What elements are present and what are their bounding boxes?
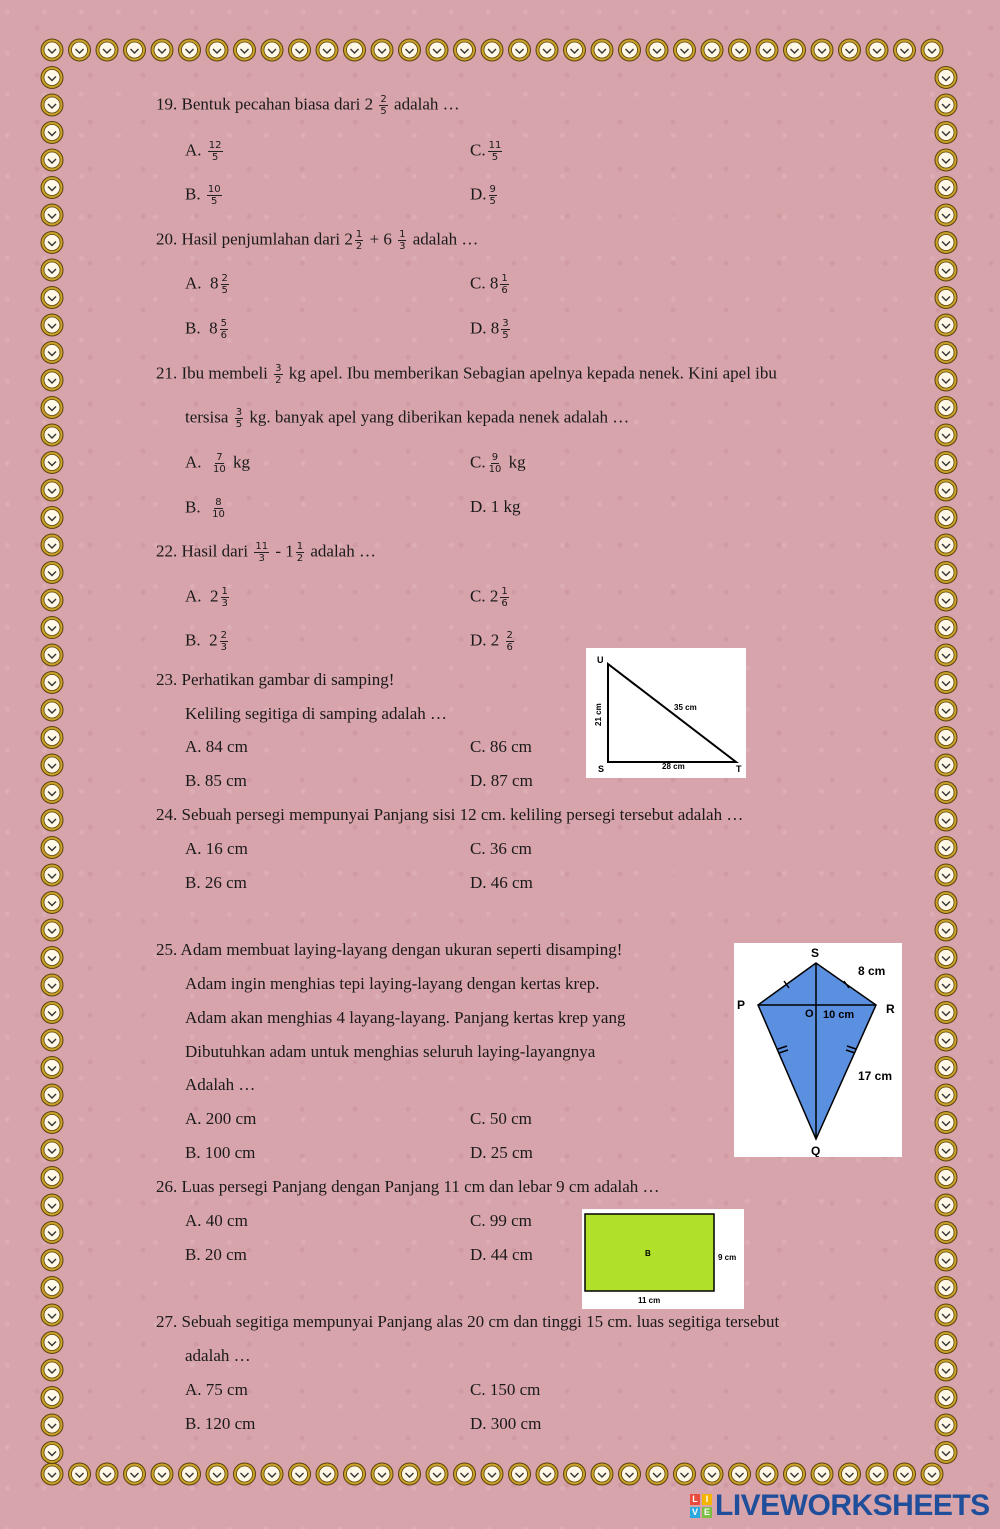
clock-icon (935, 1084, 957, 1106)
triangle-figure (586, 648, 746, 778)
question-25-line3: Adam akan menghias 4 layang-layang. Panjang kertas krep yang (185, 1008, 626, 1027)
clock-icon (371, 1463, 393, 1485)
clock-icon (41, 1084, 63, 1106)
q21-option-a[interactable]: A. $\frac{7}{10}$ kg (185, 452, 251, 475)
q21-option-d[interactable]: D. 1 kg (470, 497, 521, 516)
clock-icon (41, 1442, 63, 1464)
logo-text: LIVEWORKSHEETS (715, 1489, 990, 1522)
clock-icon (935, 479, 957, 501)
clock-icon (41, 1002, 63, 1024)
q25-option-d[interactable]: D. 25 cm (470, 1143, 533, 1162)
question-21-line1: 21. Ibu membeli $\frac{3}{2}$ kg apel. Ibu memberikan Sebagian apelnya kepada nenek. Kini apel ibu (156, 363, 777, 386)
clock-icon (41, 177, 63, 199)
clock-icon (935, 204, 957, 226)
clock-icon (426, 39, 448, 61)
clock-icon (41, 589, 63, 611)
clock-icon (344, 1463, 366, 1485)
q19-option-d[interactable]: D. $\frac{9}{5}$ (470, 184, 496, 207)
question-23-line2: Keliling segitiga di samping adalah … (185, 704, 448, 723)
clock-icon (935, 1029, 957, 1051)
clock-icon (481, 1463, 503, 1485)
clock-icon (261, 1463, 283, 1485)
clock-icon (935, 562, 957, 584)
clock-icon (454, 1463, 476, 1485)
clock-icon (289, 39, 311, 61)
q23-option-b[interactable]: B. 85 cm (185, 771, 247, 790)
clock-icon (935, 782, 957, 804)
clock-icon (591, 1463, 613, 1485)
clock-icon (41, 644, 63, 666)
clock-icon (41, 94, 63, 116)
clock-icon (69, 1463, 91, 1485)
q25-option-a[interactable]: A. 200 cm (185, 1109, 257, 1128)
label-st: 28 cm (662, 762, 685, 771)
clock-icon (935, 1249, 957, 1271)
clock-icon (894, 1463, 916, 1485)
clock-icon (41, 232, 63, 254)
clock-icon (41, 617, 63, 639)
question-19-stem: 19. Bentuk pecahan biasa dari 2 $\frac{2}{5}$ adalah … (156, 94, 460, 117)
clock-icon (935, 149, 957, 171)
question-25-line2: Adam ingin menghias tepi laying-layang dengan kertas krep. (185, 974, 600, 993)
question-26-stem: 26. Luas persegi Panjang dengan Panjang 11 cm dan lebar 9 cm adalah … (156, 1177, 660, 1196)
clock-icon (674, 39, 696, 61)
clock-icon (41, 204, 63, 226)
clock-icon (935, 177, 957, 199)
clock-icon (935, 699, 957, 721)
q25-option-c[interactable]: C. 50 cm (470, 1109, 532, 1128)
clock-icon (935, 369, 957, 391)
clock-icon (729, 39, 751, 61)
q23-option-a[interactable]: A. 84 cm (185, 737, 248, 756)
clock-icon (866, 39, 888, 61)
vertex-r: R (886, 1002, 895, 1016)
clock-icon (784, 39, 806, 61)
clock-icon (69, 39, 91, 61)
clock-icon (41, 1222, 63, 1244)
liveworksheets-logo[interactable] (690, 1488, 990, 1524)
kite-shape (758, 963, 876, 1139)
clock-icon (41, 562, 63, 584)
clock-icon (935, 617, 957, 639)
clock-icon (646, 39, 668, 61)
clock-icon (935, 259, 957, 281)
q22-option-b[interactable]: B. 2 $\frac{2}{3}$ (185, 630, 227, 653)
clock-icon (701, 39, 723, 61)
clock-icon (935, 397, 957, 419)
q21-option-c[interactable]: C. $\frac{9}{10}$ kg (470, 452, 526, 475)
clock-icon (41, 259, 63, 281)
q26-option-a[interactable]: A. 40 cm (185, 1211, 248, 1230)
vertex-s: S (598, 764, 605, 774)
q22-option-c[interactable]: C. 2 $\frac{1}{6}$ (470, 586, 508, 609)
clock-icon (41, 452, 63, 474)
q24-option-d[interactable]: D. 46 cm (470, 873, 533, 892)
clock-icon (935, 452, 957, 474)
q22-option-d[interactable]: D. 2 $\frac{2}{6}$ (470, 630, 513, 653)
vertex-p: P (737, 998, 746, 1012)
clock-icon (894, 39, 916, 61)
clock-icon (316, 39, 338, 61)
clock-icon (41, 1463, 63, 1485)
rect-height: 9 cm (718, 1253, 737, 1262)
q20-option-d[interactable]: D. 8 $\frac{3}{5}$ (470, 318, 509, 341)
clock-icon (96, 1463, 118, 1485)
q20-option-a[interactable]: A. 8 $\frac{2}{5}$ (185, 273, 228, 296)
clock-icon (41, 1414, 63, 1436)
right-triangle (608, 664, 736, 762)
clock-icon (41, 39, 63, 61)
clock-icon (316, 1463, 338, 1485)
clock-icon (935, 232, 957, 254)
clock-icon (41, 1304, 63, 1326)
clock-icon (41, 479, 63, 501)
clock-icon (564, 1463, 586, 1485)
label-lower-side: 17 cm (858, 1069, 893, 1083)
q20-option-b[interactable]: B. 8 $\frac{5}{6}$ (185, 318, 227, 341)
vertex-q: Q (811, 1144, 821, 1157)
clock-icon (179, 1463, 201, 1485)
clock-icon (41, 1194, 63, 1216)
clock-icon (41, 507, 63, 529)
question-25-line5: Adalah … (185, 1075, 256, 1094)
clock-icon (935, 1194, 957, 1216)
clock-icon (784, 1463, 806, 1485)
rectangle-figure (582, 1209, 744, 1309)
clock-icon (41, 397, 63, 419)
clock-icon (619, 39, 641, 61)
clock-icon (935, 1332, 957, 1354)
clock-icon (935, 919, 957, 941)
clock-icon (839, 1463, 861, 1485)
clock-icon (261, 39, 283, 61)
q20-option-c[interactable]: C. 8 $\frac{1}{6}$ (470, 273, 508, 296)
clock-icon (756, 39, 778, 61)
clock-icon (41, 122, 63, 144)
clock-icon (921, 39, 943, 61)
clock-icon (935, 892, 957, 914)
rect-label: B (645, 1249, 651, 1258)
label-top-side: 8 cm (858, 964, 886, 978)
clock-icon (41, 919, 63, 941)
clock-icon (935, 864, 957, 886)
clock-icon (41, 342, 63, 364)
q24-option-b[interactable]: B. 26 cm (185, 873, 247, 892)
logo-mark-icon: L I V E (691, 1494, 710, 1517)
clock-icon (591, 39, 613, 61)
clock-icon (41, 1359, 63, 1381)
clock-icon (935, 837, 957, 859)
clock-icon (935, 1414, 957, 1436)
clock-icon (41, 67, 63, 89)
clock-icon (935, 534, 957, 556)
clock-icon (41, 149, 63, 171)
clock-icon (344, 39, 366, 61)
clock-icon (41, 1387, 63, 1409)
clock-icon (41, 314, 63, 336)
q22-option-a[interactable]: A. 2 $\frac{1}{3}$ (185, 586, 228, 609)
clock-icon (935, 342, 957, 364)
clock-icon (41, 1167, 63, 1189)
question-21-line2: tersisa $\frac{3}{5}$ kg. banyak apel yang diberikan kepada nenek adalah … (185, 407, 630, 430)
kite-figure (734, 943, 902, 1157)
clock-icon (935, 1139, 957, 1161)
clock-icon (289, 1463, 311, 1485)
question-24-stem: 24. Sebuah persegi mempunyai Panjang sisi 12 cm. keliling persegi tersebut adalah … (156, 805, 744, 824)
clock-icon (935, 94, 957, 116)
clock-icon (811, 1463, 833, 1485)
question-27-line2: adalah … (185, 1346, 251, 1365)
clock-icon (839, 39, 861, 61)
q26-option-c[interactable]: C. 99 cm (470, 1211, 532, 1230)
clock-icon (179, 39, 201, 61)
clock-icon (206, 1463, 228, 1485)
q27-option-b[interactable]: B. 120 cm (185, 1414, 256, 1433)
clock-icon (935, 1002, 957, 1024)
q26-option-d[interactable]: D. 44 cm (470, 1245, 533, 1264)
q23-option-c[interactable]: C. 86 cm (470, 737, 532, 756)
clock-icon (481, 39, 503, 61)
clock-icon (935, 1112, 957, 1134)
q24-option-a[interactable]: A. 16 cm (185, 839, 248, 858)
label-ut: 35 cm (674, 703, 697, 712)
clock-icon (41, 534, 63, 556)
clock-icon (935, 1167, 957, 1189)
clock-icon (935, 67, 957, 89)
clock-icon (151, 1463, 173, 1485)
clock-icon (426, 1463, 448, 1485)
clock-icon (935, 424, 957, 446)
vertex-t: T (736, 764, 742, 774)
question-25-line1: 25. Adam membuat laying-layang dengan ukuran seperti disamping! (156, 940, 623, 959)
clock-icon (921, 1463, 943, 1485)
clock-icon (151, 39, 173, 61)
clock-icon (935, 974, 957, 996)
clock-icon (935, 1277, 957, 1299)
clock-icon (935, 947, 957, 969)
clock-icon (564, 39, 586, 61)
clock-icon (96, 39, 118, 61)
clock-icon (454, 39, 476, 61)
clock-icon (935, 1304, 957, 1326)
clock-icon (866, 1463, 888, 1485)
clock-icon (41, 837, 63, 859)
clock-icon (536, 1463, 558, 1485)
clock-icon (399, 1463, 421, 1485)
clock-icon (935, 644, 957, 666)
clock-icon (124, 1463, 146, 1485)
clock-icon (935, 1387, 957, 1409)
q21-option-b[interactable]: B. $\frac{8}{10}$ (185, 497, 225, 520)
clock-icon (935, 672, 957, 694)
clock-icon (41, 754, 63, 776)
vertex-s: S (811, 946, 820, 960)
clock-icon (41, 1332, 63, 1354)
question-27-line1: 27. Sebuah segitiga mempunyai Panjang alas 20 cm dan tinggi 15 cm. luas segitiga tersebut (156, 1312, 780, 1331)
clock-icon (935, 122, 957, 144)
q27-option-d[interactable]: D. 300 cm (470, 1414, 542, 1433)
question-25-line4: Dibutuhkan adam untuk menghias seluruh laying-layangnya (185, 1042, 596, 1061)
clock-icon (646, 1463, 668, 1485)
clock-icon (619, 1463, 641, 1485)
q26-option-b[interactable]: B. 20 cm (185, 1245, 247, 1264)
clock-icon (509, 39, 531, 61)
clock-icon (674, 1463, 696, 1485)
q19-option-c[interactable]: C. $\frac{11}{5}$ (470, 140, 502, 163)
clock-icon (206, 39, 228, 61)
clock-icon (399, 39, 421, 61)
clock-icon (729, 1463, 751, 1485)
clock-icon (234, 39, 256, 61)
clock-icon (811, 39, 833, 61)
clock-icon (41, 782, 63, 804)
clock-icon (41, 699, 63, 721)
question-22-stem: 22. Hasil dari $\frac{11}{3}$ - 1 $\frac{1}{2}$ adalah … (156, 541, 376, 564)
clock-icon (41, 1277, 63, 1299)
clock-icon (935, 727, 957, 749)
clock-icon (41, 864, 63, 886)
clock-icon (935, 809, 957, 831)
clock-icon (41, 809, 63, 831)
q27-option-c[interactable]: C. 150 cm (470, 1380, 541, 1399)
label-us: 21 cm (594, 703, 603, 726)
clock-icon (41, 974, 63, 996)
clock-icon (701, 1463, 723, 1485)
clock-icon (41, 892, 63, 914)
clock-icon (41, 1057, 63, 1079)
q24-option-c[interactable]: C. 36 cm (470, 839, 532, 858)
clock-icon (371, 39, 393, 61)
clock-icon (509, 1463, 531, 1485)
clock-icon (536, 39, 558, 61)
q25-option-b[interactable]: B. 100 cm (185, 1143, 256, 1162)
clock-icon (41, 287, 63, 309)
q27-option-a[interactable]: A. 75 cm (185, 1380, 248, 1399)
clock-icon (935, 287, 957, 309)
vertex-u: U (597, 655, 604, 665)
center-o: O (805, 1008, 814, 1020)
label-diagonal: 10 cm (823, 1009, 855, 1021)
clock-icon (41, 1249, 63, 1271)
clock-icon (41, 727, 63, 749)
question-23-line1: 23. Perhatikan gambar di samping! (156, 670, 395, 689)
q19-option-b[interactable]: B. $\frac{10}{5}$ (185, 184, 221, 207)
clock-icon (935, 507, 957, 529)
rect-width: 11 cm (638, 1296, 661, 1305)
clock-icon (935, 1222, 957, 1244)
clock-icon (41, 672, 63, 694)
clock-icon (935, 754, 957, 776)
clock-icon (234, 1463, 256, 1485)
clock-icon (935, 1057, 957, 1079)
clock-icon (935, 1359, 957, 1381)
clock-icon (41, 369, 63, 391)
question-20-stem: 20. Hasil penjumlahan dari 2 $\frac{1}{2}$ + 6 $\frac{1}{3}$ adalah … (156, 229, 479, 252)
clock-icon (41, 947, 63, 969)
clock-icon (935, 1442, 957, 1464)
clock-icon (935, 589, 957, 611)
clock-icon (124, 39, 146, 61)
clock-icon (41, 424, 63, 446)
clock-icon (41, 1139, 63, 1161)
fraction: $\frac{2}{5}$ (380, 94, 387, 117)
q19-option-a[interactable]: A. $\frac{12}{5}$ (185, 140, 222, 163)
q23-option-d[interactable]: D. 87 cm (470, 771, 533, 790)
clock-icon (756, 1463, 778, 1485)
clock-icon (41, 1112, 63, 1134)
clock-icon (41, 1029, 63, 1051)
clock-icon (935, 314, 957, 336)
